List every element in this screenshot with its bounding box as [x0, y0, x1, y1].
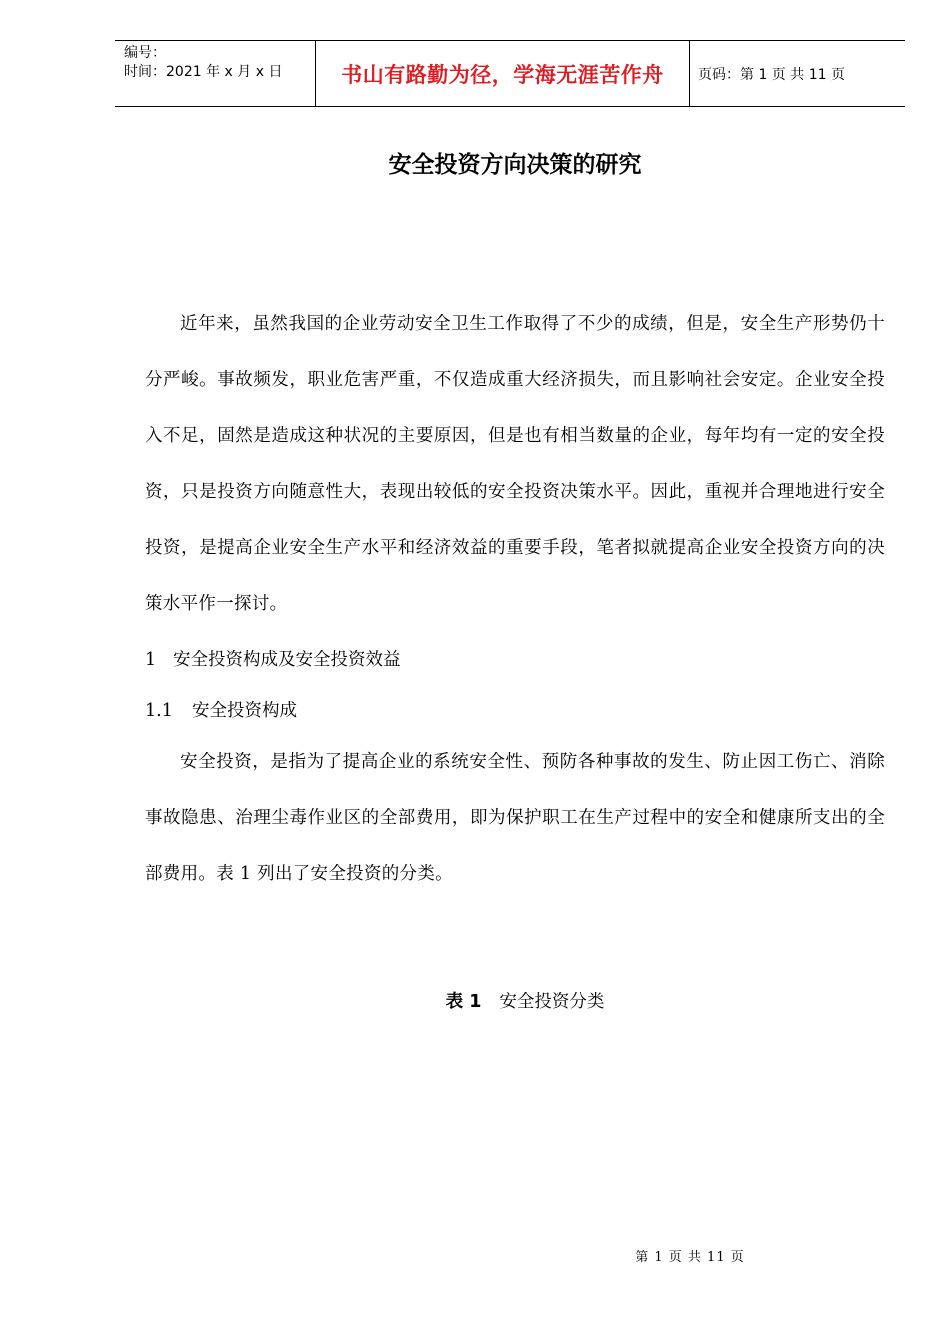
section-number: 1 [145, 650, 157, 670]
investment-paragraph: 安全投资，是指为了提高企业的系统安全性、预防各种事故的发生、防止因工伤亡、消除事故隐患、治理尘毒作业区的全部费用，即为保护职工在生产过程中的安全和健康所支出的全部费用。表 1 列出了安全投资的分类。 [145, 752, 885, 884]
page-footer: 第 1 页 共 11 页 [635, 1250, 745, 1265]
table-caption [0, 988, 950, 1013]
subsection-number: 1.1 [145, 701, 173, 721]
header-motto: 书山有路勤为径，学海无涯苦作舟 [316, 41, 690, 106]
subsection-title: 安全投资构成 [192, 701, 297, 721]
section-heading-1 [145, 648, 401, 672]
intro-paragraph: 近年来，虽然我国的企业劳动安全卫生工作取得了不少的成绩，但是，安全生产形势仍十分严峻。事故频发，职业危害严重，不仅造成重大经济损失，而且影响社会安定。企业安全投入不足，固然是造成这种状况的主要原因，但是也有相当数量的企业，每年均有一定的安全投资，只是投资方向随意性大，表现出较低的安全投资决策水平。因此，重视并合理地进行安全投资，是提高企业安全生产水平和经济效益的重要手段，笔者拟就提高企业安全投资方向的决策水平作一探讨。 [145, 314, 885, 614]
section-title: 安全投资构成及安全投资效益 [173, 650, 401, 670]
header-meta [115, 41, 316, 106]
time-label: 时间：2021 年 x 月 x 日 [124, 64, 283, 80]
number-label: 编号： [124, 45, 166, 61]
table-caption-label: 表 1 [445, 992, 482, 1012]
header-page-info: 页码：第 1 页 共 11 页 [698, 66, 845, 83]
document-title: 安全投资方向决策的研究 [388, 152, 642, 178]
page-header [115, 40, 905, 107]
table-caption-title: 安全投资分类 [499, 992, 605, 1012]
section-heading-1-1 [145, 699, 297, 723]
